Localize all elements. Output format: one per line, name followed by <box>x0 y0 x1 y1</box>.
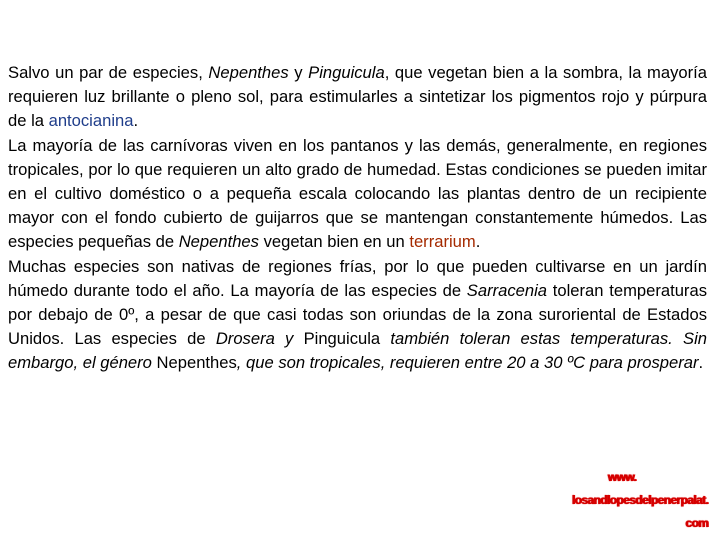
text-run: vegetan bien en un <box>258 232 410 252</box>
italic-run: , que son tropicales, requieren entre 20 a 30 ºC para prosperar <box>236 353 699 373</box>
antocianina-link[interactable]: antocianina <box>48 111 134 131</box>
text-run: Pinguicula <box>303 329 381 349</box>
species-name: Nepenthes <box>178 232 259 252</box>
species-name: Nepenthes <box>208 63 289 82</box>
text-run: . <box>133 111 139 131</box>
text-run: Salvo un par de especies, <box>8 63 209 82</box>
terrarium-link[interactable]: terrarium <box>409 232 476 252</box>
text-run: toleran temperaturas por debajo de 0º, a pesar de que casi todas son oriundas de la zona suroriental de Estados Unidos. Las especies de <box>8 280 707 349</box>
paragraph-light-requirements <box>8 61 707 134</box>
watermark-line-3: com <box>685 516 708 530</box>
text-run: Nepenthes <box>156 353 237 373</box>
paragraph-humidity <box>8 134 707 255</box>
species-name: Sarracenia <box>466 280 548 300</box>
website-watermark <box>538 466 708 535</box>
text-run: La mayoría de las carnívoras viven en los pantanos y las demás, generalmente, en regiones tropicales, por lo que requieren un alto grado de humedad. Estas condiciones se pueden imitar en el cultivo doméstico o a pequeña escala colocando las plantas dentro de un recipiente mayor con el fondo cubierto de guijarros que se mantengan constantemente húmedos. Las especies pequeñas de <box>8 135 707 252</box>
text-run: y <box>288 63 309 82</box>
document-body <box>8 61 707 376</box>
watermark-line-1: www. <box>607 470 636 484</box>
species-name: Pinguicula <box>308 63 385 82</box>
text-run: . <box>475 232 481 252</box>
italic-run: también toleran estas temperaturas. Sin embargo, el género <box>8 329 707 373</box>
italic-run: Drosera y <box>215 329 304 349</box>
text-run: , que vegetan bien a la sombra, la mayoría requieren luz brillante o pleno sol, para estimularles a sintetizar los pigmentos rojo y púrpura de la <box>8 63 707 131</box>
text-run: Muchas especies son nativas de regiones frías, por lo que pueden cultivarse en un jardín húmedo durante todo el año. La mayoría de las especies de <box>8 256 707 300</box>
watermark-line-2: losandlopesdelpenerpalat. <box>571 493 708 507</box>
text-run: . <box>698 353 704 373</box>
paragraph-temperature <box>8 255 707 376</box>
